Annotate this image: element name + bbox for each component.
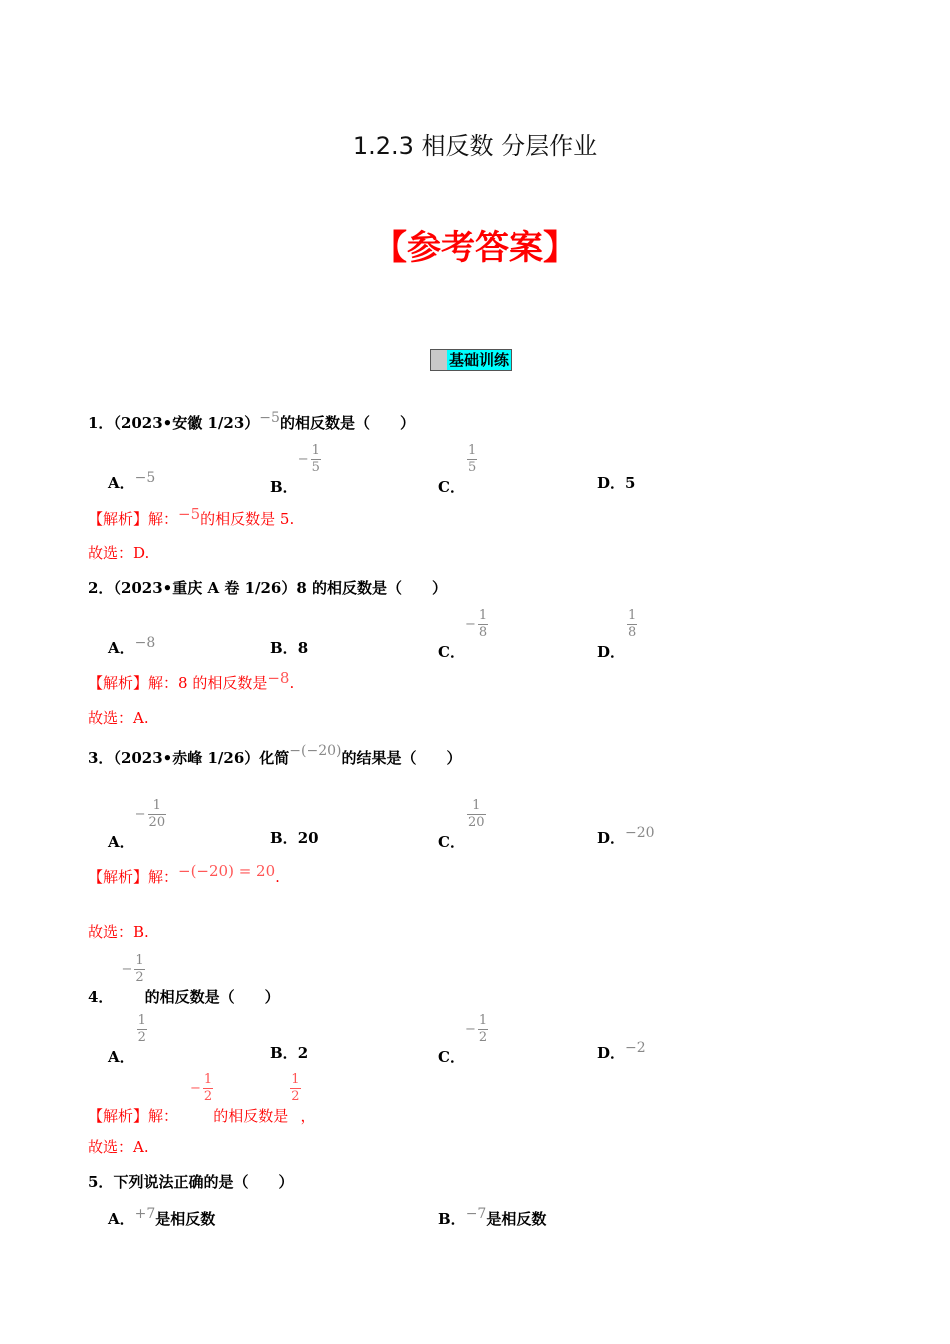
fraction-numerator: 1 xyxy=(472,798,481,813)
option-math: −20 xyxy=(625,825,655,841)
option-text: 20 xyxy=(297,829,319,847)
answer-1: 故选：D. xyxy=(88,544,150,562)
fraction-numerator: 1 xyxy=(311,443,320,458)
fraction-denominator: 8 xyxy=(478,625,488,640)
question-stem: 的相反数是（ ） xyxy=(279,414,415,432)
analysis-fraction xyxy=(190,1073,213,1104)
analysis-end: . xyxy=(275,868,280,886)
option-1d xyxy=(597,472,635,493)
analysis-tag: 【解析】解： xyxy=(88,674,179,692)
fraction-numerator: 1 xyxy=(291,1072,300,1087)
option-text: 5 xyxy=(625,474,636,492)
question-number: 5． xyxy=(88,1173,114,1191)
option-math: −2 xyxy=(625,1040,646,1056)
option-fraction xyxy=(135,1014,147,1045)
analysis-text: 的相反数是 xyxy=(213,1106,289,1125)
question-stem: 的结果是（ ） xyxy=(341,749,462,767)
analysis-math: −5 xyxy=(178,505,201,523)
question-number: 4． xyxy=(88,987,114,1006)
option-label: B． xyxy=(438,1210,466,1228)
option-4d xyxy=(597,1042,646,1063)
section-marker xyxy=(431,350,447,370)
fraction-denominator: 2 xyxy=(291,1089,300,1104)
option-3d xyxy=(597,827,655,848)
fraction-denominator: 8 xyxy=(628,625,637,640)
question-number: 2． xyxy=(88,579,114,597)
fraction-denominator: 2 xyxy=(135,970,144,985)
option-1c xyxy=(438,443,477,496)
fraction-sign: − xyxy=(190,1081,201,1096)
option-math: −5 xyxy=(134,470,156,486)
analysis-tag: 【解析】解： xyxy=(88,1106,179,1125)
option-5b xyxy=(438,1208,546,1229)
option-text: 2 xyxy=(297,1044,309,1062)
option-fraction xyxy=(625,609,637,640)
option-math: +7 xyxy=(134,1206,156,1222)
analysis-4 xyxy=(88,1072,316,1125)
fraction-denominator: 20 xyxy=(467,815,485,830)
option-3b xyxy=(270,827,319,848)
option-label: A． xyxy=(108,1047,135,1066)
analysis-3 xyxy=(88,862,280,887)
question-2 xyxy=(88,577,447,598)
analysis-tag: 【解析】解： xyxy=(88,510,179,528)
fraction-denominator: 5 xyxy=(311,460,320,475)
fraction-sign: − xyxy=(134,807,146,822)
answer-4: 故选：A. xyxy=(88,1138,149,1156)
option-label: D． xyxy=(597,829,626,847)
option-2d xyxy=(597,608,637,661)
option-label: B． xyxy=(270,477,298,496)
option-label: B． xyxy=(270,1044,298,1062)
option-label: B． xyxy=(270,829,298,847)
fraction-denominator: 2 xyxy=(478,1030,488,1045)
answer-2: 故选：A. xyxy=(88,709,149,727)
option-fraction xyxy=(465,444,477,475)
option-2a xyxy=(108,637,155,658)
question-source: （2023•重庆 A 卷 1/26） xyxy=(113,579,297,597)
option-fraction xyxy=(135,799,166,830)
fraction-numerator: 1 xyxy=(628,608,637,623)
option-3c xyxy=(438,798,486,851)
analysis-2 xyxy=(88,669,295,693)
fraction-denominator: 20 xyxy=(148,815,166,830)
option-1b xyxy=(270,443,321,496)
analysis-end: ， xyxy=(300,1106,316,1125)
option-label: A． xyxy=(108,1210,135,1228)
option-label: C． xyxy=(438,832,465,851)
question-expr: −5 xyxy=(259,410,280,426)
option-label: A． xyxy=(108,639,135,657)
analysis-fraction-2 xyxy=(288,1073,300,1104)
fraction-denominator: 2 xyxy=(203,1089,213,1104)
question-number: 3． xyxy=(88,749,114,767)
analysis-tag: 【解析】解： xyxy=(88,868,179,886)
question-source: （2023•安徽 1/23） xyxy=(113,414,260,432)
analysis-text: 的相反数是 5. xyxy=(200,510,295,528)
fraction-denominator: 2 xyxy=(137,1030,146,1045)
fraction-numerator: 1 xyxy=(467,443,477,458)
question-3 xyxy=(88,743,462,768)
fraction-numerator: 1 xyxy=(152,798,161,813)
option-fraction xyxy=(298,444,321,475)
analysis-math: −8 xyxy=(267,669,290,687)
option-text: 是相反数 xyxy=(486,1210,547,1228)
question-fraction xyxy=(121,954,144,985)
question-number: 1． xyxy=(88,414,114,432)
question-expr: −(−20) xyxy=(289,743,342,759)
analysis-end: . xyxy=(289,674,295,692)
section-label: 基础训练 xyxy=(449,351,510,369)
analysis-1 xyxy=(88,505,295,529)
fraction-sign: − xyxy=(121,962,133,977)
option-fraction xyxy=(465,609,488,640)
option-4a xyxy=(108,1013,147,1066)
question-4 xyxy=(88,953,280,1006)
fraction-sign: − xyxy=(464,617,476,632)
question-stem: 的相反数是（ ） xyxy=(144,987,280,1006)
option-3a xyxy=(108,798,166,851)
option-4c xyxy=(438,1013,488,1066)
option-4b xyxy=(270,1042,308,1063)
option-label: C． xyxy=(438,1047,465,1066)
option-text: 是相反数 xyxy=(155,1210,216,1228)
question-stem: 下列说法正确的是（ ） xyxy=(113,1173,294,1191)
question-stem: 8 的相反数是（ ） xyxy=(296,579,448,597)
answer-3: 故选：B. xyxy=(88,923,149,941)
fraction-numerator: 1 xyxy=(137,1013,146,1028)
option-label: A． xyxy=(108,832,135,851)
option-label: D． xyxy=(597,642,626,661)
fraction-numerator: 1 xyxy=(478,608,488,623)
option-2b xyxy=(270,637,308,658)
answer-heading: 【参考答案】 xyxy=(373,228,577,268)
analysis-math: −(−20) = 20 xyxy=(178,862,276,880)
question-5 xyxy=(88,1171,293,1192)
document-title: 1.2.3 相反数 分层作业 xyxy=(352,132,598,160)
option-label: C． xyxy=(438,642,465,661)
question-1 xyxy=(88,412,415,433)
option-text: 8 xyxy=(297,639,309,657)
option-label: D． xyxy=(597,1044,626,1062)
option-1a xyxy=(108,472,155,493)
section-badge xyxy=(430,349,512,371)
option-label: B． xyxy=(270,639,298,657)
fraction-numerator: 1 xyxy=(135,953,144,968)
fraction-numerator: 1 xyxy=(203,1072,213,1087)
option-math: −8 xyxy=(134,635,156,651)
fraction-denominator: 5 xyxy=(467,460,477,475)
option-label: C． xyxy=(438,477,465,496)
option-fraction xyxy=(465,1014,488,1045)
option-2c xyxy=(438,608,488,661)
option-label: A． xyxy=(108,474,135,492)
option-label: D． xyxy=(597,474,626,492)
option-fraction xyxy=(465,799,486,830)
option-math: −7 xyxy=(465,1206,487,1222)
question-source: （2023•赤峰 1/26）化简 xyxy=(113,749,290,767)
fraction-numerator: 1 xyxy=(478,1013,488,1028)
fraction-sign: − xyxy=(297,452,309,467)
fraction-sign: − xyxy=(464,1022,476,1037)
option-5a xyxy=(108,1208,215,1229)
analysis-text: 8 的相反数是 xyxy=(178,674,268,692)
